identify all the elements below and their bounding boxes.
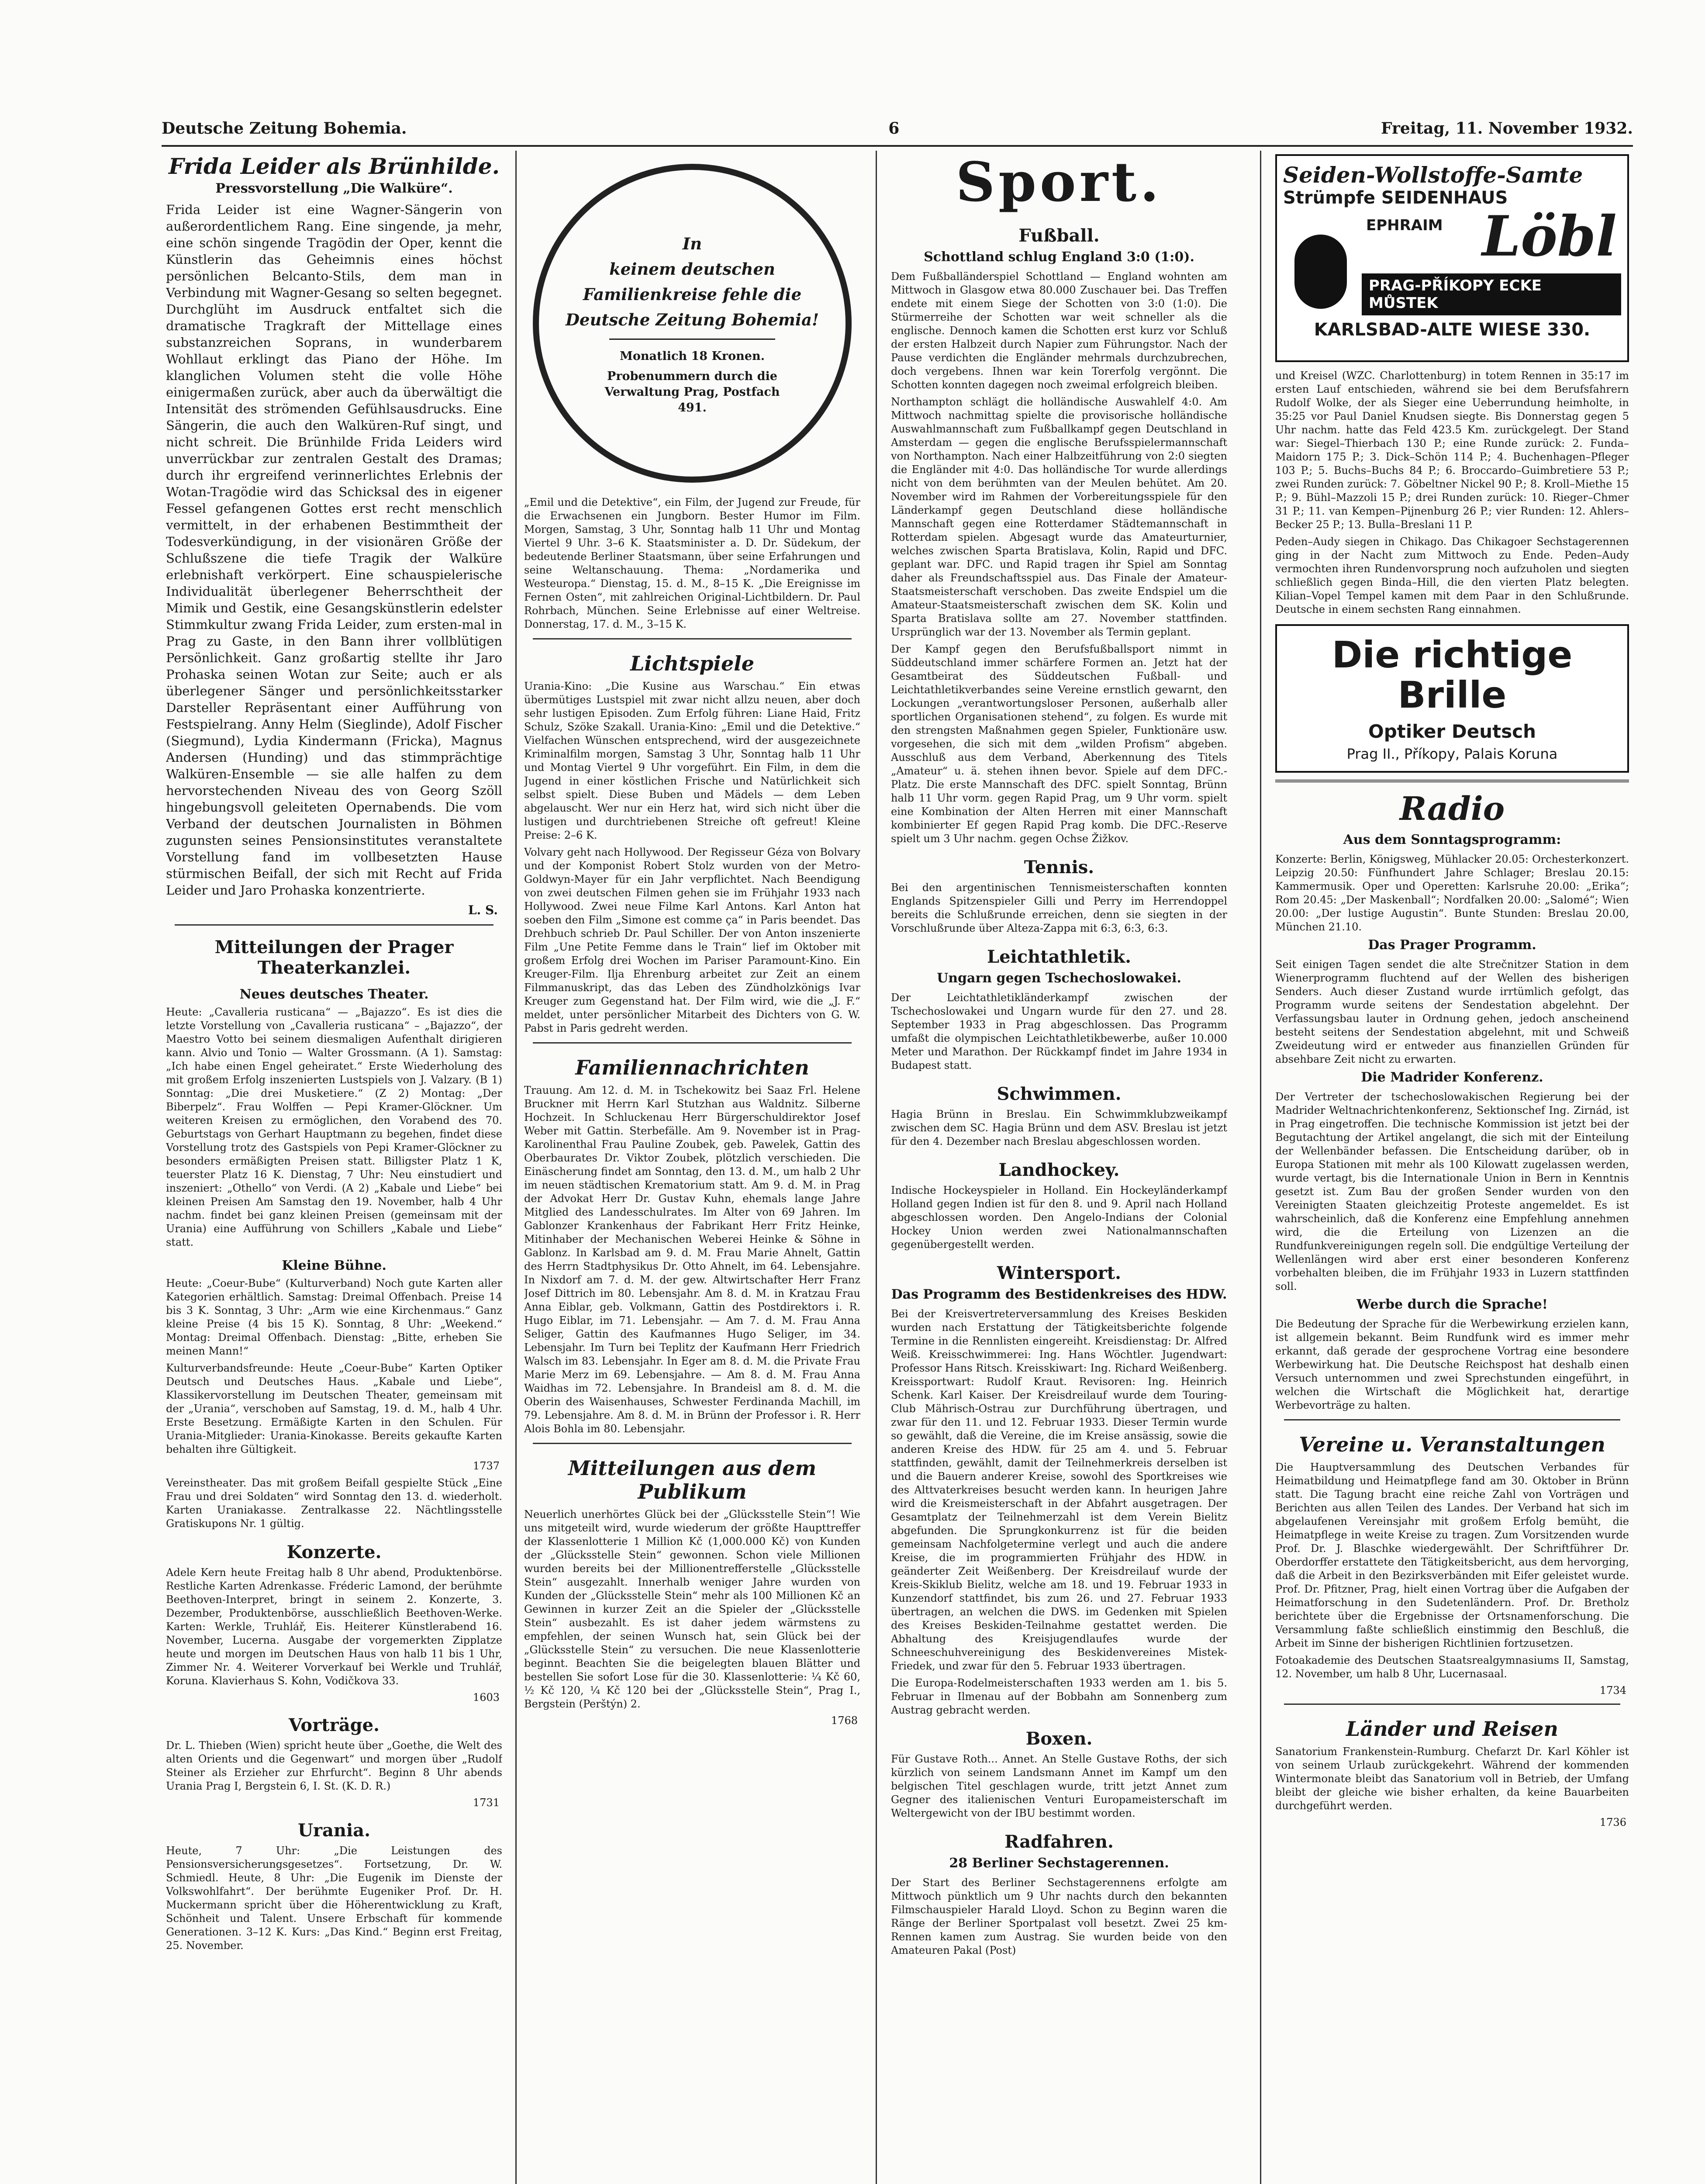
section-heading: Radfahren.	[1004, 1832, 1114, 1852]
ad-text: Seiden-Wollstoffe-Samte	[1283, 162, 1583, 188]
section-rule	[533, 1443, 852, 1444]
radio-note: Der Vertreter der tschechoslowakischen Regierung bei der Madrider Weltnachrichtenkonferenz, Sektionschef Ing. Zirnád, ist in Prag eingetroffen. Die technische Kommission ist jetzt bei der Begutachtung der Artikel angelangt, die sich mit der Einteilung der Wellenbänder befassen. Die Entscheidung darüber, ob in Europa Stationen mit mehr als 100 Kilowatt zugelassen werden, wurde vertagt, bis die Internationale Union in Bern in Kenntnis gesetzt ist. Zum Bau der großen Sender wurden von den Vereinigten Staaten gleichzeitig Proteste angemeldet. Es ist wahrscheinlich, daß die Konferenz eine Empfehlung annehmen wird, die die Erteilung von Lizenzen an die Rundfunkvereinigungen regeln soll. Die endgültige Verteilung der Wellenlängen wird aber erst einer besonderen Konferenz vorbehalten bleiben, die im Frühjahr 1933 in Luzern stattfinden soll.	[1275, 1090, 1629, 1292]
theater-notes: Heute: „Cavalleria rusticana“ — „Bajazzo“. Es ist dies die letzte Vorstellung von „Cavalleria rusticana“ – „Bajazzo“, der Maestro Votto bei seinem diesmaligen Aufenthalt dirigieren kann. Alvio und Tonio — Walter Grossmann. (A 1). Samstag: „Ich habe einen Engel geheiratet.“ Erste Wiederholung des mit großem Erfolg inszenierten Lustspiels von J. Valzary. (B 1) Sonntag: „Die drei Musketiere.“ (Z 2) Montag: „Der Biberpelz“. Frau Wolffen — Pepi Kramer-Glöckner. Um weiteren Kreisen zu ermöglichen, den Vorabend des 70. Geburtstags von Gerhart Hauptmann zu begehen, findet diese Vorstellung trotz des Gastspiels von Pepi Kramer-Glöckner zu besonders ermäßigten Preisen statt. Billigster Platz 1 K, teuerster Platz 16 K. Dienstag, 7 Uhr: Neu einstudiert und inszeniert: „Othello“ von Verdi. (A 2) „Kabale und Liebe“ bei kleinen Preisen Am Samstag den 19. November, halb 4 Uhr nachm. findet bei ganz kleinen Preisen (gemeinsam mit der Urania) eine Aufführung von Schillers „Kabale und Liebe“ statt.	[166, 1006, 502, 1248]
sport-report: und Kreisel (WZC. Charlottenburg) in totem Rennen in 35:17 im ersten Lauf entschieden, während sie bei dem Berufsfahrern Rudolf Wolke, der als Sieger eine Ueberrundung heimholte, in 35:25 vor Paul Daniel Knudsen siegte. Bis Donnerstag gegen 5 Uhr nachm. hatte das Feld 423.5 Km. zurückgelegt. Der Stand war: Siegel–Thierbach 130 P.; eine Runde zurück: 2. Funda–Maidorn 175 P.; 3. Dick–Schön 114 P.; 4. Buchenhagen–Pfleger 103 P.; 5. Buchs–Buchs 84 P.; 6. Broccardo–Guimbretiere 53 P.; zwei Runden zurück: 7. Göbeltner Nickel 90 P.; 8. Kroll–Miethe 15 P.; 9. Bühl–Mazzoli 15 P.; drei Runden zurück: 10. Rieger–Chmer 31 P.; 11. van Kempen–Pijnenburg 26 P.; vier Runden: 12. Ahlers–Becker 25 P.; 13. Bulla–Breslani 11 P.	[1275, 370, 1629, 531]
subscription-ad	[533, 164, 852, 483]
ad-number: 1736	[1599, 1816, 1626, 1828]
ad-text: Die richtige Brille	[1332, 633, 1573, 717]
subsection-heading: Werbe durch die Sprache!	[1356, 1296, 1548, 1312]
ad-address: PRAG-PŘÍKOPY ECKE MŮSTEK	[1362, 273, 1621, 315]
family-notices: Trauung. Am 12. d. M. in Tschekowitz bei Saaz Frl. Helene Bruckner mit Herrn Karl Stutzhan aus Waldnitz. Silberne Hochzeit. In Schluckenau Herr Bürgerschuldirektor Josef Weber mit Gattin. Sterbefälle. Am 9. November ist in Prag-Karolinenthal Frau Pauline Zoubek, geb. Pawelek, Gattin des Oberbaurates Dr. Viktor Zoubek, plötzlich verschieden. Die Einäscherung findet am Sonntag, den 13. d. M., um halb 2 Uhr im neuen städtischen Krematorium statt. Am 9. d. M. in Prag der Advokat Herr Dr. Gustav Kuhn, ehemals lange Jahre Mitglied des Landesschulrates. Im Alter von 69 Jahren. Im Gablonzer Krankenhaus der Fabrikant Herr Fritz Heinke, Mitinhaber der Mechanischen Weberei Heinke & Söhne in Gablonz. In Karlsbad am 9. d. M. Frau Marie Ahnelt, Gattin des Herrn Stadtphysikus Dr. Otto Ahnelt, im 64. Lebensjahre. In Nixdorf am 7. d. M. der gew. Altwirtschafter Herr Franz Josef Dittrich im 80. Lebensjahr. Am 8. d. M. in Kratzau Frau Anna Eiblar, geb. Volkmann, Gattin des Postdirektors i. R. Hugo Eiblar, im 71. Lebensjahr. — Am 7. d. M. Frau Anna Seliger, Gattin des Kaufmannes Hugo Seliger, im 34. Lebensjahr. Im Turn bei Teplitz der Kaufmann Herr Friedrich Walsch im 83. Lebensjahr. In Eger am 8. d. M. die Private Frau Marie Merz im 69. Lebensjahre. — Am 8. d. M. Frau Anna Waidhas im 72. Lebensjahre. In Brandeisl am 8. d. M. die Oberin des Waisenhauses, Schwester Ferdinanda Machill, im 79. Lebensjahre. Am 8. d. M. in Brünn der Professor i. R. Herr Alois Bohla im 80. Lebensjahr.	[524, 1084, 860, 1435]
ad-number: 1603	[473, 1691, 500, 1704]
culture-notes: Kulturverbandsfreunde: Heute „Coeur-Bube“ Karten Optiker Deutsch und Deutsches Haus. „Kabale und Liebe“, Klassikervorstellung im Deutschen Theater, gemeinsam mit der „Urania“, verschoben auf Samstag, 19. d. M., halb 4 Uhr. Erste Besetzung. Ermäßigte Karten in den Schulen. Für Urania-Mitglieder: Urania-Kinokasse. Bereits gekaufte Karten behalten ihre Gültigkeit.	[166, 1362, 502, 1455]
ad-text: Familienkreise fehle die	[583, 284, 802, 304]
optician-ad	[1275, 624, 1629, 773]
subsection-heading: Aus dem Sonntagsprogramm:	[1343, 832, 1561, 847]
ad-text: Strümpfe SEIDENHAUS	[1283, 188, 1508, 208]
column-rule	[515, 151, 517, 2184]
section-masthead: Sport.	[956, 151, 1163, 214]
section-heading: Tennis.	[1024, 857, 1094, 878]
store-ad	[1275, 154, 1629, 362]
culture-notes: Vereinstheater. Das mit großem Beifall gespielte Stück „Eine Frau und drei Soldaten“ wird Sonntag den 13. d. wiederholt. Karten Uraniakasse. Zentralkasse 22. Nächtlingsstelle Gratiskupons Nr. 1 gültig.	[166, 1477, 502, 1530]
theater-notes: Heute: „Coeur-Bube“ (Kulturverband) Noch gute Karten aller Kategorien erhältlich. Samstag: Dreimal Offenbach. Preise 14 bis 3 K. Sonntag, 3 Uhr: „Arm wie eine Kirchenmaus.“ Ganz kleine Preise (4 bis 15 K). Sonntag, 8 Uhr: „Weekend.“ Montag: Dreimal Offenbach. Dienstag: „Bitte, erheben Sie meinen Mann!“	[166, 1277, 502, 1357]
section-rule	[533, 638, 852, 639]
author-signature: L. S.	[468, 903, 498, 917]
column-2	[524, 151, 860, 2184]
urania-notes: Heute, 7 Uhr: „Die Leistungen des Pensionsversicherungsgesetzes“. Fortsetzung, Dr. W. Schmiedl. Heute, 8 Uhr: „Die Eugenik im Dienste der Volkswohlfahrt“. Der berühmte Eugeniker Prof. Dr. H. Muckermann spricht über die Höherentwicklung zu Kraft, Schönheit und Talent. Unsere Erbschaft für kommende Generationen. 3–12 K. Kurs: „Das Kind.“ Beginn erst Freitag, 25. November.	[166, 1845, 502, 1952]
sport-report: Northampton schlägt die holländische Auswahlelf 4:0. Am Mittwoch nachmittag spielte die provisorische holländische Auswahlmannschaft zum Fußballkampf gegen Deutschland in Amsterdam — gegen die englische Berufsspielermannschaft von Northampton. Nach einer Halbzeitführung von 2:0 siegten die Engländer mit 4:0. Das holländische Tor wurde allerdings nicht von dem berühmten van der Meulen behütet. Am 20. November wird im Rahmen der Vorbereitungsspiele für den Länderkampf gegen Deutschland diese holländische Mannschaft gegen eine Rotterdamer Städtemannschaft in Rotterdam spielen. Abgesagt wurde das Amateurturnier, welches zwischen Sparta Bratislava, Kolin, Rapid und DFC. geplant war. DFC. und Rapid tragen ihr Spiel am Sonntag daher als Freundschaftsspiel aus. Das Finale der Amateur-Staatsmeisterschaft verschoben. Das zweite Endspiel um die Amateur-Staatsmeisterschaft zwischen dem SK. Kolin und Sparta Bratislava sollte am 27. November stattfinden. Ursprünglich war der 13. November als Termin geplant.	[891, 396, 1227, 638]
section-heading: Fußball.	[1018, 225, 1100, 246]
section-heading: Urania.	[298, 1820, 370, 1841]
ad-number: 1768	[831, 1714, 858, 1727]
article-subtitle: Schottland schlug England 3:0 (1:0).	[924, 249, 1194, 265]
ad-text: In	[682, 234, 702, 253]
sport-report: Peden–Audy siegen in Chikago. Das Chikagoer Sechstagerennen ging in der Nacht zum Mittwoch zu Ende. Peden–Audy vermochten ihren Rundenvorsprung noch aufzuholen und siegten schließlich gegen Binda–Hill, die den vierten Platz belegten. Kilian–Vopel Tempel kamen mit dem Paar in den Schlußrunde. Deutsche in einem sechsten Rang einnahmen.	[1275, 536, 1629, 615]
film-news: Volvary geht nach Hollywood. Der Regisseur Géza von Bolvary und der Komponist Robert Stolz wurden von der Metro-Goldwyn-Mayer für ein Jahr verpflichtet. Nach Beendigung von zwei deutschen Filmen gehen sie im Frühjahr 1933 nach Hollywood. Zwei neue Filme Karl Antons. Karl Anton hat soeben den Film „Simone est comme ça“ in Paris beendet. Das Drehbuch schrieb Dr. Paul Schiller. Der von Anton inszenierte Film „Une Petite Femme dans le Train“ lief im Oktober mit großem Erfolg drei Wochen im Pariser Paramount-Kino. Ein Kreuger-Film. Ilja Ehrenburg arbeitet zur Zeit an einem Filmmanuskript, das das Leben des Zündholzkönigs Ivar Kreuger zum Gegenstand hat. Der Film wird, wie die „J. F.“ meldet, unter persönlicher Mitarbeit des Dichters von G. W. Pabst in Paris gedreht werden.	[524, 846, 860, 1034]
sport-report: Der Leichtathletikländerkampf zwischen der Tschechoslowakei und Ungarn wurde für den 27. und 28. September 1933 in Prag abgeschlossen. Das Programm umfaßt die olympischen Leichtathletikbewerbe, außer 10.000 Meter und Marathon. Der Rückkampf findet im Jahre 1934 in Budapest statt.	[891, 992, 1227, 1071]
ad-address: Prag II., Příkopy, Palais Koruna	[1346, 745, 1558, 762]
section-heading: Landhockey.	[998, 1160, 1120, 1180]
column-1	[166, 151, 502, 2184]
store-seal-icon	[1294, 235, 1347, 309]
paper-name: Deutsche Zeitung Bohemia.	[162, 119, 407, 138]
radio-note: Seit einigen Tagen sendet die alte Strečnitzer Station in dem Wienerprogramm fluchtend auf der Wellen des bisherigen Senders. Auch dieser Zustand wurde irrtümlich gefolgt, das Programm wurde seitens der Sendestation abgelehnt. Der Verfassungsbau lauter in Ordnung gehen, jedoch anscheinend besteht seitens der Sendestation abgelehnt, mit und Schweiß Zweideutung wird er entweder aus finanziellen Gründen für absehbare Zeit nicht zu erwarten.	[1275, 958, 1629, 1065]
page-number: 6	[888, 119, 900, 138]
cinema-notes: Urania-Kino: „Die Kusine aus Warschau.“ Ein etwas übermütiges Lustspiel mit zwar nicht allzu neuen, aber doch sehr lustigen Episoden. Zum Erfolg führen: Liane Haid, Fritz Schulz, Szöke Szakall. Urania-Kino: „Emil und die Detektive.“ Vielfachen Wünschen entsprechend, wird der ausgezeichnete Kriminalfilm morgen, Samstag 3 Uhr, Sonntag halb 11 Uhr und Montag Viertel 9 Uhr vorgeführt. Ein Film, in dem die Jugend in einer köstlichen Frische und Natürlichkeit sich selbst spielt. Diese Buben und Mädels — dem Leben abgelauscht. Wer nur ein Herz hat, wird sich nicht über die lustigen und durchtriebenen Streiche oft gefreut! Kleine Preise: 2–6 K.	[524, 680, 860, 841]
club-notes: Fotoakademie des Deutschen Staatsrealgymnasiums II, Samstag, 12. November, um halb 8 Uhr, Lucernasaal.	[1275, 1654, 1629, 1680]
sport-report: Die Europa-Rodelmeisterschaften 1933 werden am 1. bis 5. Februar in Ilmenau auf der Bobbahn am Sonnenberg zum Austrag gebracht werden.	[891, 1677, 1227, 1716]
subsection-heading: Die Madrider Konferenz.	[1361, 1069, 1543, 1085]
column-rule	[876, 151, 877, 2184]
article-subtitle: Ungarn gegen Tschechoslowakei.	[937, 971, 1181, 986]
issue-date: Freitag, 11. November 1932.	[1381, 119, 1633, 138]
lecture-notes: Dr. L. Thieben (Wien) spricht heute über „Goethe, die Welt des alten Orients und die Gegenwart“ und morgen über „Rudolf Steiner als Erzieher zur Ehrfurcht“. Beginn 8 Uhr abends Urania Prag I, Bergstein 6, I. St. (K. D. R.)	[166, 1739, 502, 1792]
ad-address: KARLSBAD-ALTE WIESE 330.	[1314, 320, 1591, 340]
ad-contact: Probenummern durch die Verwaltung Prag, Postfach 491.	[604, 369, 780, 415]
article-subtitle: Pressvorstellung „Die Walküre“.	[215, 181, 453, 196]
section-rule	[1275, 780, 1629, 782]
ad-divider	[609, 339, 775, 340]
sport-report: Für Gustave Roth... Annet. An Stelle Gustave Roths, der sich kürzlich von seinem Landsmann Annet im Kampf um den belgischen Titel geschlagen wurde, tritt jetzt Annet zum Gegner des italienischen Venturi Europameisterschaft im Weltergewicht von der IBU bestimmt worden.	[891, 1753, 1227, 1819]
article-title: Frida Leider als Brünhilde.	[169, 153, 500, 179]
header-rule	[162, 145, 1633, 147]
concert-notes: Adele Kern heute Freitag halb 8 Uhr abend, Produktenbörse. Restliche Karten Adrenkasse. Fréderic Lamond, der berühmte Beethoven-Interpret, bringt in seinem 2. Konzerte, 3. Dezember, Produktenbörse, ausschließlich Beethoven-Werke. Karten: Werkle, Truhlář, Eis. Heiterer Künstlerabend 16. November, Lucerna. Ausgabe der vorgemerkten Zipplatze heute und morgen im Deutschen Haus von halb 11 bis 1 Uhr, Zimmer Nr. 4. Weiterer Vorverkauf bei Werkle und Truhlář, Koruna. Klavierhaus S. Kohn, Vodičkova 33.	[166, 1566, 502, 1687]
section-heading: Boxen.	[1025, 1728, 1093, 1749]
section-heading: Vereine u. Veranstaltungen	[1299, 1432, 1605, 1456]
ad-text: Optiker Deutsch	[1368, 720, 1536, 742]
ad-owner: EPHRAIM	[1366, 217, 1443, 234]
sport-report: Indische Hockeyspieler in Holland. Ein Hockeyländerkampf Holland gegen Indien ist für den 8. und 9. April nach Holland abgeschlossen worden. Den Angelo-Indians der Colonial Hockey Union werden zwei Nationalmannschaften gegenübergestellt werden.	[891, 1184, 1227, 1251]
section-heading: Länder und Reisen	[1346, 1717, 1558, 1741]
section-rule	[1284, 1419, 1620, 1420]
sport-report: Der Start des Berliner Sechstagerennens erfolgte am Mittwoch pünktlich um 9 Uhr nachts durch den bekannten Filmschauspieler Harald Lloyd. Schon zu Beginn waren die Ränge der Berliner Sportpalast voll besetzt. Zwei 25 km-Rennen kamen zum Austrag. Sie wurden beide von den Amateuren Pakal (Post)	[891, 1876, 1227, 1956]
section-rule	[1284, 1704, 1620, 1705]
sport-report: Hagia Brünn in Breslau. Ein Schwimmklubzweikampf zwischen dem SC. Hagia Brünn und dem ASV. Breslau ist jetzt für den 4. Dezember nach Breslau abgeschlossen worden.	[891, 1108, 1227, 1147]
section-heading: Familiennachrichten	[575, 1056, 809, 1079]
ad-number: 1731	[473, 1797, 500, 1809]
sport-report: Dem Fußballänderspiel Schottland — England wohnten am Mittwoch in Glasgow etwa 80.000 Zuschauer bei. Das Treffen endete mit einem Siege der Schotten von 3:0 (1:0). Die Stürmerreihe der Schotten war weit schneller als die englische. Dennoch kamen die Schotten erst kurz vor Schluß der ersten Halbzeit durch Napier zum Führungstor. Nach der Pause verdichten die Engländer mehrmals durchzubrechen, doch vergebens. Ihnen war kein Torerfolg vergönnt. Die Schotten konnten dagegen noch zweimal erfolgreich bleiben.	[891, 270, 1227, 391]
radio-program: Konzerte: Berlin, Königsweg, Mühlacker 20.05: Orchesterkonzert. Leipzig 20.50: Fünfhundert Jahre Schlager; Breslau 20.15: Kammermusik. Oper und Operetten: Karlsruhe 20.00: „Erika“; Rom 20.45: „Der Maskenball“; Nordfalken 20.00: „Salomé“; Wien 20.00: „Der lustige Augustin“. Bunte Stunden: Breslau 20.00, München 21.10.	[1275, 853, 1629, 933]
article-subtitle: Das Programm des Bestidenkreises des HDW.	[891, 1287, 1227, 1302]
public-notice: Neuerlich unerhörtes Glück bei der „Glücksstelle Stein“! Wie uns mitgeteilt wird, wurde wiederum der größte Haupttreffer der Klassenlotterie 1 Million Kč (1,000.000 Kč) von Kunden der „Glücksstelle Stein“ gewonnen. Schon viele Millionen wurden bereits bei der Millionentrefferstelle „Glücksstelle Stein“ ausgezahlt. Innerhalb weniger Jahre wurden von Kunden der „Glücksstelle Stein“ mehr als 100 Millionen Kč an Gewinnen in kurzer Zeit an die Spieler der „Glücksstelle Stein“ ausbezahlt. Es ist daher jedem wärmstens zu empfehlen, der seinen Wunsch hat, sein Glück bei der „Glücksstelle Stein“ zu versuchen. Die neue Klassenlotterie beginnt. Beachten Sie die beigelegten blauen Blätter und bestellen Sie sofort Lose für die 30. Klassenlotterie: ¼ Kč 60, ½ Kč 120, ¼ Kč 120 bei der „Glücksstelle Stein“, Prag I., Bergstein (Perštýn) 2.	[524, 1508, 860, 1710]
section-heading: Konzerte.	[286, 1542, 382, 1562]
section-heading: Radio	[1399, 790, 1505, 828]
section-heading: Schwimmen.	[997, 1084, 1122, 1104]
sport-report: Bei den argentinischen Tennismeisterschaften konnten Englands Spitzenspieler Gilli und Perry im Herrendoppel bereits die Schlußrunde erreichen, denn sie siegten in der Vorschlußrunde über Alteza-Zappa mit 6:3, 6:3, 6:3.	[891, 881, 1227, 934]
section-heading: Mitteilungen aus dem Publikum	[568, 1456, 817, 1503]
ad-text: keinem deutschen	[609, 259, 775, 279]
article-subtitle: 28 Berliner Sechstagerennen.	[949, 1856, 1169, 1871]
sport-report: Der Kampf gegen den Berufsfußballsport nimmt in Süddeutschland immer schärfere Formen an. Jetzt hat der Gesamtbeirat des Süddeutschen Fußball- und Leichtathletikverbandes seine Vereine ernstlich gewarnt, den Lockungen „verantwortungsloser Personen, außerhalb aller sportlichen Organisationen stehend“, zu folgen. Es wurde mit den strengsten Maßnahmen gegen Spieler, Funktionäre usw. vorgesehen, die sich mit dem „wilden Profism“ abgeben. Ausschluß aus dem Verband, Aberkennung des Titels „Amateur“ u. ä. stehen ihnen bevor. Spiele auf dem DFC.-Platz. Die erste Mannschaft des DFC. spielt Sonntag, Brünn halb 11 Uhr vorm. gegen Rapid Prag, um 9 Uhr vorm. spielt eine Kombination der Alten Herren mit einer Mannschaft kombinierter Ef gegen Rapid Prag komb. Die DFC.-Reserve spielt um 3 Uhr nachm. gegen Ochse Žižkov.	[891, 643, 1227, 845]
travel-notes: Sanatorium Frankenstein-Rumburg. Chefarzt Dr. Karl Köhler ist von seinem Urlaub zurückgekehrt. Während der kommenden Wintermonate bleibt das Sanatorium voll in Betrieb, der Umfang bleibt der gleiche wie bisher erhalten, da keine Bauarbeiten durchgeführt werden.	[1275, 1745, 1629, 1812]
event-notes: „Emil und die Detektive“, ein Film, der Jugend zur Freude, für die Erwachsenen ein Jungborn. Bester Humor im Film. Morgen, Samstag, 3 Uhr, Sonntag halb 11 Uhr und Montag Viertel 9 Uhr. 3–6 K. Staatsminister a. D. Dr. Südekum, der bedeutende Berliner Staatsmann, über seine Erfahrungen und seine Weltanschauung. Thema: „Nordamerika und Westeuropa.“ Dienstag, 15. d. M., 8–15 K. „Die Ereignisse im Fernen Osten“, mit zahlreichen Original-Lichtbildern. Dr. Paul Rohrbach, München. Seine Erlebnisse auf einer Weltreise. Donnerstag, 17. d. M., 3–15 K.	[524, 496, 860, 630]
radio-note: Die Bedeutung der Sprache für die Werbewirkung erzielen kann, ist allgemein bekannt. Beim Rundfunk wird es immer mehr erkannt, daß gerade der gesprochene Vortrag eine besondere Werbewirkung hat. Die Deutsche Reichspost hat deshalb einen Versuch unternommen und zwei Sprechstunden eingeführt, in welchen die Wirtschaft die Möglichkeit hat, derartige Werbevorträge zu halten.	[1275, 1317, 1629, 1411]
ad-brand: Löbl	[1482, 204, 1617, 269]
section-rule	[175, 924, 494, 926]
page-header	[162, 111, 1633, 138]
article-body: Frida Leider ist eine Wagner-Sängerin von außerordentlichem Rang. Eine singende, ja mehr, eine schön singende Tragödin der Oper, kennt die Künstlerin das Geheimnis eines höchst persönlichen Belcanto-Stils, dem man in Verbindung mit Wagner-Gesang so selten begegnet. Durchglüht im Ausdruck entfaltet sich die dramatische Tragkraft der Mittellage eines substanzreichen Soprans, in wunderbarem Wohllaut erklingt das Piano der Höhe. Im klanglichen Volumen steht die volle Höhe einigermaßen zurück, aber auch da überwältigt die Intensität des strömenden Gefühlsausdrucks. Eine Sängerin, die auch den Walküren-Ruf singt, und nicht schreit. Die Brünhilde Frida Leiders wird unverrückbar zur zentralen Gestalt des Dramas; durch ihr ergreifend verinnerlichtes Erlebnis der Wotan-Tragödie wird das Schicksal des in eigener Fessel gefangenen Gottes erst recht menschlich vermittelt, in der erhabenen Bestimmtheit der Todesverkündigung, in der visionären Größe der Schlußszene die tiefe Tragik der Walküre erlebnishaft verkörpert. Eine schauspielerische Individualität überlegener Beherrschtheit der Mimik und Gestik, eine Gesangskünstlerin edelster Stimmkultur zwang Frida Leider, zum ersten-mal in Prag zu Gaste, in den Bann ihrer vollblütigen Persönlichkeit. Ganz großartig stellte ihr Jaro Prohaska seinen Wotan zur Seite; auch er als überlegener Sänger und persönlichkeitsstarker Darsteller Repräsentant einer Aufführung von Festspielrang. Anny Helm (Sieglinde), Adolf Fischer (Siegmund), Lydia Kindermann (Fricka), Magnus Andersen (Hunding) und das stimmprächtige Walküren-Ensemble — sie alle halfen zu dem hervorstechenden Niveau des von Georg Szöll hingebungsvoll geleiteten Opernabends. Die vom Verband der deutschen Journalisten in Böhmen zugunsten seines Pensionsinstitutes veranstaltete Vorstellung fand im vollbesetzten Hause stürmischen Beifall, der sich mit Recht auf Frida Leider und Jaro Prohaska konzentrierte.	[166, 202, 502, 898]
ad-number: 1734	[1599, 1684, 1626, 1697]
section-heading: Vorträge.	[289, 1715, 380, 1735]
sport-report: Bei der Kreisvertreterversammlung des Kreises Beskiden wurden nach Erstattung der Tätigkeitsberichte folgende Termine in die Rennlisten eingereiht. Kreisdienstag: Dr. Alfred Weiß. Kreisschwimmerei: Ing. Hans Wöchtler. Jugendwart: Professor Hans Ritsch. Kreisskiwart: Ing. Richard Weißenberg. Kreissportwart: Rudolf Kraut. Revisoren: Ing. Heinrich Schenk. Karl Kaiser. Der Kreisdreilauf wurde dem Touring-Club Mährisch-Ostrau zur Durchführung übertragen, und zwar für den 11. und 12. Februar 1933. Dieser Termin wurde so gewählt, daß die Vereine, die im Kreise ansässig, sowie die anderen Kreise des HDW. für 25 am 4. und 5. Februar stattfinden, gewählt, damit der Teilnehmerkreis derselben ist und die Bauern anderer Kreise, sowohl des Sportkreises wie des Alttvaterkreises besucht werden kann. In heurigen Jahre wird die Kreismeisterschaft in der Abfahrt ausgetragen. Der Gesamtplatz der Teilnehmerzahl ist dem Verein Bielitz abgefunden. Die Sprungkonkurrenz ist für die beiden gemeinsam Nachfolgetermine verlegt und auch die andere Kreise, die im programmierten Frühjahr des HDW. in geänderter Zeit Weißenberg. Der Kreisdreilauf wurde der Kreis-Skiklub Bielitz, welche am 18. und 19. Februar 1933 in Kunzendorf stattfindet, bis zum 26. und 27. Februar 1933 übertragen, an welchen die DWS. im Gedenken mit Spielen des Kreises Beskiden-Teilnahme gestattet werden. Die Abhaltung des Kreisjugendlaufes wurde der Schneeschuhvereinigung des Beskidenvereines Mistek-Friedek, und zwar für den 5. Februar 1933 übertragen.	[891, 1308, 1227, 1672]
ad-text: Deutsche Zeitung Bohemia!	[565, 310, 819, 329]
section-heading: Wintersport.	[997, 1263, 1122, 1283]
column-4	[1275, 151, 1629, 2184]
section-heading: Lichtspiele	[630, 652, 755, 675]
subsection-heading: Kleine Bühne.	[282, 1258, 387, 1273]
ad-number: 1737	[473, 1460, 500, 1472]
subsection-heading: Neues deutsches Theater.	[239, 987, 429, 1002]
column-rule	[1260, 151, 1261, 2184]
subsection-heading: Das Prager Programm.	[1368, 937, 1536, 953]
section-heading: Leichtathletik.	[987, 947, 1132, 967]
club-notes: Die Hauptversammlung des Deutschen Verbandes für Heimatbildung und Heimatpflege fand am 30. Oktober in Brünn statt. Die Tagung bracht eine reiche Zahl von Vorträgen und Berichten aus allen Teilen des Landes. Der Verband hat sich im abgelaufenen Vereinsjahr mit großem Erfolg bemüht, die Heimatpflege in weite Kreise zu tragen. Zum Vorsitzenden wurde Prof. Dr. J. Blaschke wiedergewählt. Der Schriftführer Dr. Oberdorffer erstattete den Tätigkeitsbericht, aus dem hervorging, daß die Arbeit in den Bezirksverbänden mit Eifer geleistet wurde. Prof. Dr. Pfitzner, Prag, hielt einen Vortrag über die Aufgaben der Heimatforschung in den Sudetenländern. Prof. Dr. Bretholz berichtete über die Ergebnisse der Ortsnamenforschung. Die Versammlung faßte schließlich einstimmig den Beschluß, die Arbeit im Sinne der bisherigen Richtlinien fortzusetzen.	[1275, 1461, 1629, 1649]
ad-price: Monatlich 18 Kronen.	[620, 349, 765, 363]
column-3	[891, 151, 1227, 2184]
section-heading: Mitteilungen der Prager Theaterkanzlei.	[214, 937, 454, 978]
section-rule	[533, 1042, 852, 1044]
